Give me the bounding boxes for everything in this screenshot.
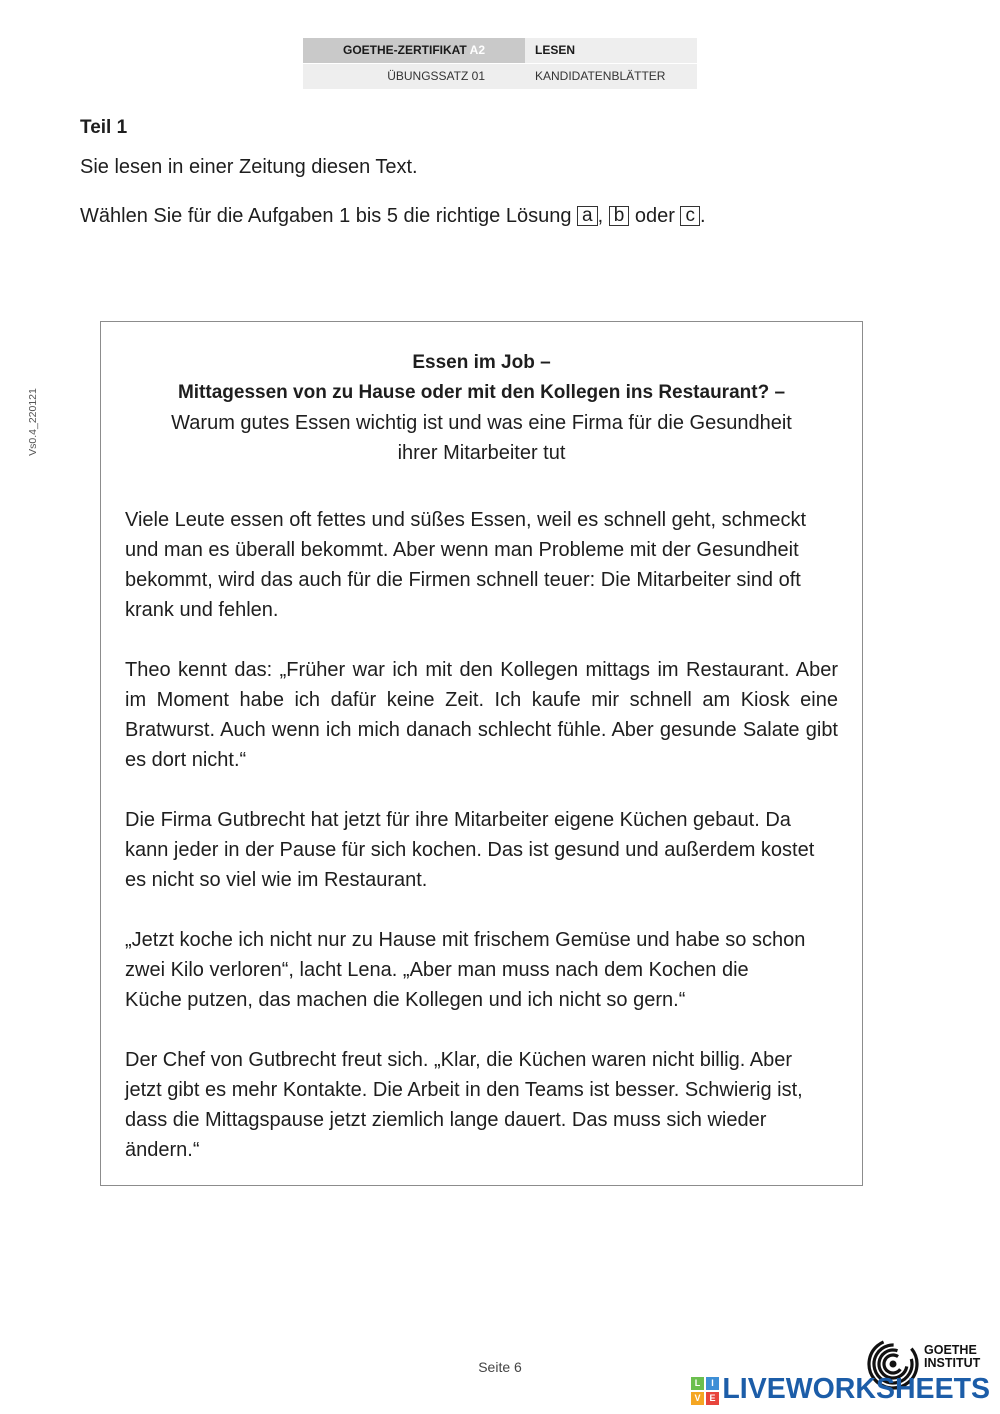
liveworksheets-icon — [691, 1377, 719, 1405]
paragraph-line: jetzt gibt es mehr Kontakte. Die Arbeit in den Teams ist besser. Schwierig ist, — [125, 1079, 803, 1101]
article-paragraph — [125, 925, 838, 1015]
paragraph-line: und man es überall bekommt. Aber wenn man Probleme mit der Gesundheit — [125, 539, 799, 561]
liveworksheets-wordmark: LIVEWORKSHEETS — [722, 1373, 990, 1405]
liveworksheets-icon-square: I — [706, 1377, 719, 1390]
article-subheadline: ihrer Mitarbeiter tut — [397, 442, 566, 464]
exam-header — [303, 38, 697, 89]
paragraph-line: ändern.“ — [125, 1139, 200, 1161]
exam-header-row — [303, 64, 697, 89]
paragraph-line: im Moment habe ich dafür keine Zeit. Ich kaufe mir schnell am Kiosk eine — [125, 689, 838, 711]
article-paragraph — [125, 1045, 838, 1165]
paragraph-line: „Jetzt koche ich nicht nur zu Hause mit frischem Gemüse und habe so schon — [125, 929, 806, 951]
instruction-conjunction: oder — [634, 205, 675, 227]
practice-set-cell — [303, 64, 525, 89]
exam-header-row — [303, 38, 697, 63]
goethe-logo-text — [924, 1344, 980, 1370]
article-box — [100, 321, 863, 1186]
instruction-end: . — [699, 205, 706, 227]
exam-title-cell — [303, 38, 525, 63]
practice-set-label: ÜBUNGSSATZ 01 — [387, 69, 485, 83]
paragraph-line: es nicht so viel wie im Restaurant. — [125, 869, 428, 891]
paragraph-line: Küche putzen, das machen die Kollegen und ich nicht so gern.“ — [125, 989, 686, 1011]
version-code: Vs0.4_220121 — [27, 388, 39, 456]
article-headline: Essen im Job – — [412, 352, 551, 373]
section-instruction — [80, 201, 706, 231]
section-intro: Sie lesen in einer Zeitung diesen Text. — [80, 156, 418, 178]
goethe-logo-line: GOETHE — [924, 1343, 977, 1357]
sheet-type-cell — [525, 64, 697, 89]
liveworksheets-icon-square: V — [691, 1392, 704, 1405]
paragraph-line: bekommt, wird das auch für die Firmen schnell teuer: Die Mitarbeiter sind oft — [125, 569, 801, 591]
paragraph-line: Die Firma Gutbrecht hat jetzt für ihre Mitarbeiter eigene Küchen gebaut. Da — [125, 809, 791, 831]
article-subheadline: Warum gutes Essen wichtig ist und was eine Firma für die Gesundheit — [171, 412, 792, 434]
paragraph-line: Der Chef von Gutbrecht freut sich. „Klar, die Küchen waren nicht billig. Aber — [125, 1049, 793, 1071]
sheet-type-label: KANDIDATENBLÄTTER — [535, 69, 666, 83]
section-title: Teil 1 — [80, 117, 128, 138]
article-paragraph — [125, 805, 838, 895]
instruction-separator: , — [597, 205, 604, 227]
paragraph-line: zwei Kilo verloren“, lacht Lena. „Aber man muss nach dem Kochen die — [125, 959, 749, 981]
page-number: Seite 6 — [478, 1359, 522, 1375]
article-paragraph — [125, 505, 838, 625]
exam-level: A2 — [469, 43, 485, 57]
paragraph-line: Theo kennt das: „Früher war ich mit den Kollegen mittags im Restaurant. Aber — [125, 659, 838, 681]
paragraph-line: Viele Leute essen oft fettes und süßes Essen, weil es schnell geht, schmeckt — [125, 509, 807, 531]
paragraph-line: es dort nicht.“ — [125, 749, 247, 771]
module-label: LESEN — [535, 43, 576, 57]
paragraph-line: Bratwurst. Auch wenn ich mich danach schlecht fühle. Aber gesunde Salate gibt — [125, 719, 838, 741]
article-paragraph — [125, 655, 838, 775]
liveworksheets-icon-square: L — [691, 1377, 704, 1390]
article-headline: Mittagessen von zu Hause oder mit den Kollegen ins Restaurant? – — [177, 382, 786, 403]
exam-label: GOETHE-ZERTIFIKAT — [342, 43, 467, 57]
option-box-c: c — [680, 206, 700, 226]
paragraph-line: krank und fehlen. — [125, 599, 279, 621]
module-cell — [525, 38, 697, 63]
paragraph-line: kann jeder in der Pause für sich kochen. Das ist gesund und außerdem kostet — [125, 839, 815, 861]
option-box-b: b — [609, 206, 630, 226]
option-box-a: a — [577, 206, 598, 226]
liveworksheets-icon-square: E — [706, 1392, 719, 1405]
instruction-text: Wählen Sie für die Aufgaben 1 bis 5 die richtige Lösung — [80, 205, 572, 227]
goethe-logo-line: INSTITUT — [924, 1356, 981, 1370]
paragraph-line: dass die Mittagspause jetzt ziemlich lange dauert. Das muss sich wieder — [125, 1109, 767, 1131]
